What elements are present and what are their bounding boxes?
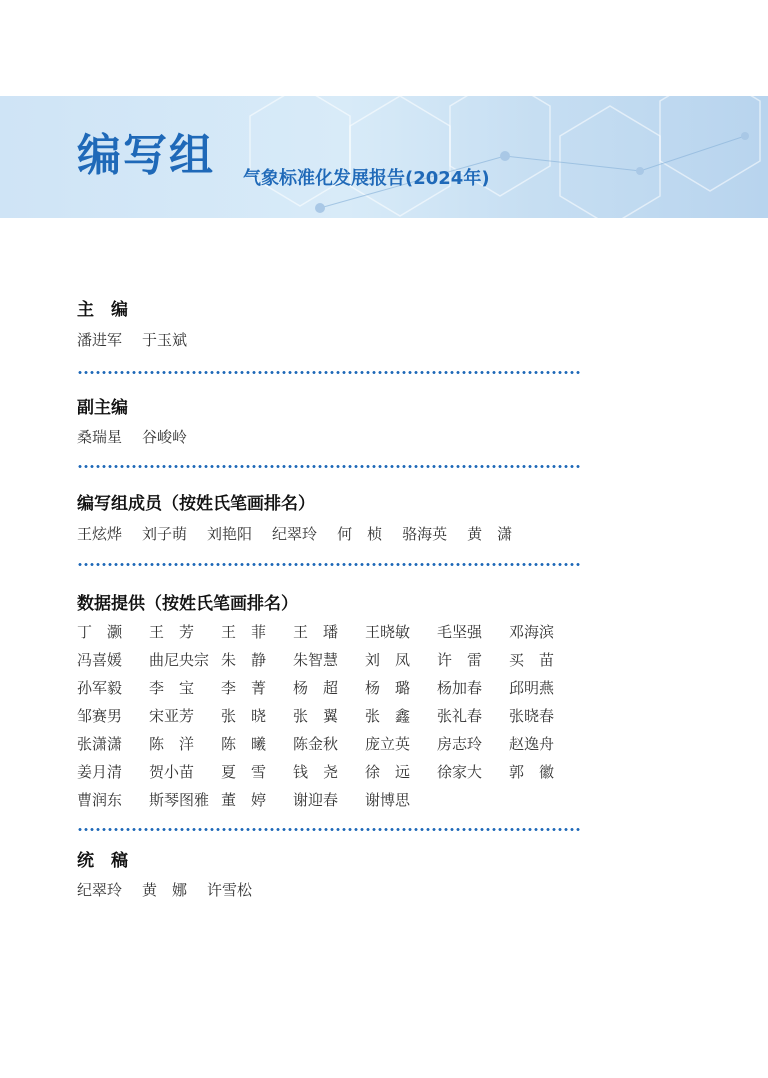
provider-name: 王 璠 bbox=[293, 623, 339, 641]
provider-name: 陈 洋 bbox=[149, 735, 195, 753]
provider-name: 冯喜媛 bbox=[77, 651, 123, 669]
provider-name: 杨 璐 bbox=[365, 679, 411, 697]
section-title-deputy-editors: 副主编 bbox=[77, 398, 128, 418]
provider-name: 李 宝 bbox=[149, 679, 195, 697]
provider-name: 姜月清 bbox=[77, 763, 123, 781]
provider-name: 徐 远 bbox=[365, 763, 411, 781]
provider-name: 孙军毅 bbox=[77, 679, 123, 697]
provider-name: 庞立英 bbox=[365, 735, 411, 753]
provider-name: 斯琴图雅 bbox=[149, 791, 210, 809]
provider-name: 张 翼 bbox=[293, 707, 339, 725]
name: 刘艳阳 bbox=[207, 525, 253, 543]
provider-name: 张潇潇 bbox=[77, 735, 123, 753]
provider-name: 董 婷 bbox=[221, 791, 267, 809]
dotted-divider bbox=[77, 465, 581, 468]
provider-name: 谢迎春 bbox=[293, 791, 339, 809]
name: 黄 娜 bbox=[142, 881, 188, 899]
provider-name: 钱 尧 bbox=[293, 763, 339, 781]
provider-name: 曹润东 bbox=[77, 791, 123, 809]
provider-name: 谢博思 bbox=[365, 791, 411, 809]
provider-name: 张晓春 bbox=[509, 707, 555, 725]
name: 何 桢 bbox=[337, 525, 383, 543]
name: 纪翠玲 bbox=[77, 881, 123, 899]
provider-name: 邹赛男 bbox=[77, 707, 123, 725]
name: 黄 潇 bbox=[467, 525, 513, 543]
provider-name: 贺小苗 bbox=[149, 763, 195, 781]
dotted-divider bbox=[77, 563, 581, 566]
provider-name: 刘 凤 bbox=[365, 651, 411, 669]
provider-name: 陈 曦 bbox=[221, 735, 267, 753]
provider-name: 毛坚强 bbox=[437, 623, 483, 641]
provider-name: 陈金秋 bbox=[293, 735, 339, 753]
dotted-divider bbox=[77, 371, 581, 374]
provider-name: 张礼春 bbox=[437, 707, 483, 725]
data-providers-grid bbox=[77, 622, 581, 818]
provider-name: 买 苗 bbox=[509, 651, 555, 669]
provider-name: 朱智慧 bbox=[293, 651, 339, 669]
section-title-final-review: 统 稿 bbox=[77, 851, 128, 871]
dotted-divider bbox=[77, 828, 581, 831]
chief-editors-names bbox=[77, 330, 207, 350]
name: 于玉斌 bbox=[142, 331, 188, 349]
provider-name: 杨 超 bbox=[293, 679, 339, 697]
page-title: 编写组 bbox=[77, 130, 215, 181]
final-review-names bbox=[77, 880, 272, 900]
header-banner bbox=[0, 96, 768, 218]
provider-name: 许 雷 bbox=[437, 651, 483, 669]
name: 骆海英 bbox=[402, 525, 448, 543]
provider-name: 夏 雪 bbox=[221, 763, 267, 781]
provider-name: 郭 徽 bbox=[509, 763, 555, 781]
provider-name: 邱明燕 bbox=[509, 679, 555, 697]
section-title-data-providers: 数据提供（按姓氏笔画排名） bbox=[77, 594, 298, 614]
name: 桑瑞星 bbox=[77, 428, 123, 446]
name: 王炫烨 bbox=[77, 525, 123, 543]
provider-name: 房志玲 bbox=[437, 735, 483, 753]
provider-name: 张 鑫 bbox=[365, 707, 411, 725]
name: 刘子萌 bbox=[142, 525, 188, 543]
provider-name: 王晓敏 bbox=[365, 623, 411, 641]
provider-name: 王 芳 bbox=[149, 623, 195, 641]
name: 纪翠玲 bbox=[272, 525, 318, 543]
deputy-editors-names bbox=[77, 427, 207, 447]
report-subtitle: 气象标准化发展报告(2024年) bbox=[243, 168, 490, 189]
section-title-members: 编写组成员（按姓氏笔画排名） bbox=[77, 494, 315, 514]
name: 谷峻岭 bbox=[142, 428, 188, 446]
provider-name: 徐家大 bbox=[437, 763, 483, 781]
provider-name: 李 菁 bbox=[221, 679, 267, 697]
name: 许雪松 bbox=[207, 881, 253, 899]
provider-name: 杨加春 bbox=[437, 679, 483, 697]
members-names bbox=[77, 524, 532, 544]
provider-name: 邓海滨 bbox=[509, 623, 555, 641]
provider-name: 赵逸舟 bbox=[509, 735, 555, 753]
provider-name: 张 晓 bbox=[221, 707, 267, 725]
provider-name: 宋亚芳 bbox=[149, 707, 195, 725]
name: 潘进军 bbox=[77, 331, 123, 349]
section-title-chief-editors: 主 编 bbox=[77, 300, 128, 320]
provider-name: 王 菲 bbox=[221, 623, 267, 641]
provider-name: 朱 静 bbox=[221, 651, 267, 669]
provider-name: 丁 灏 bbox=[77, 623, 123, 641]
provider-name: 曲尼央宗 bbox=[149, 651, 210, 669]
